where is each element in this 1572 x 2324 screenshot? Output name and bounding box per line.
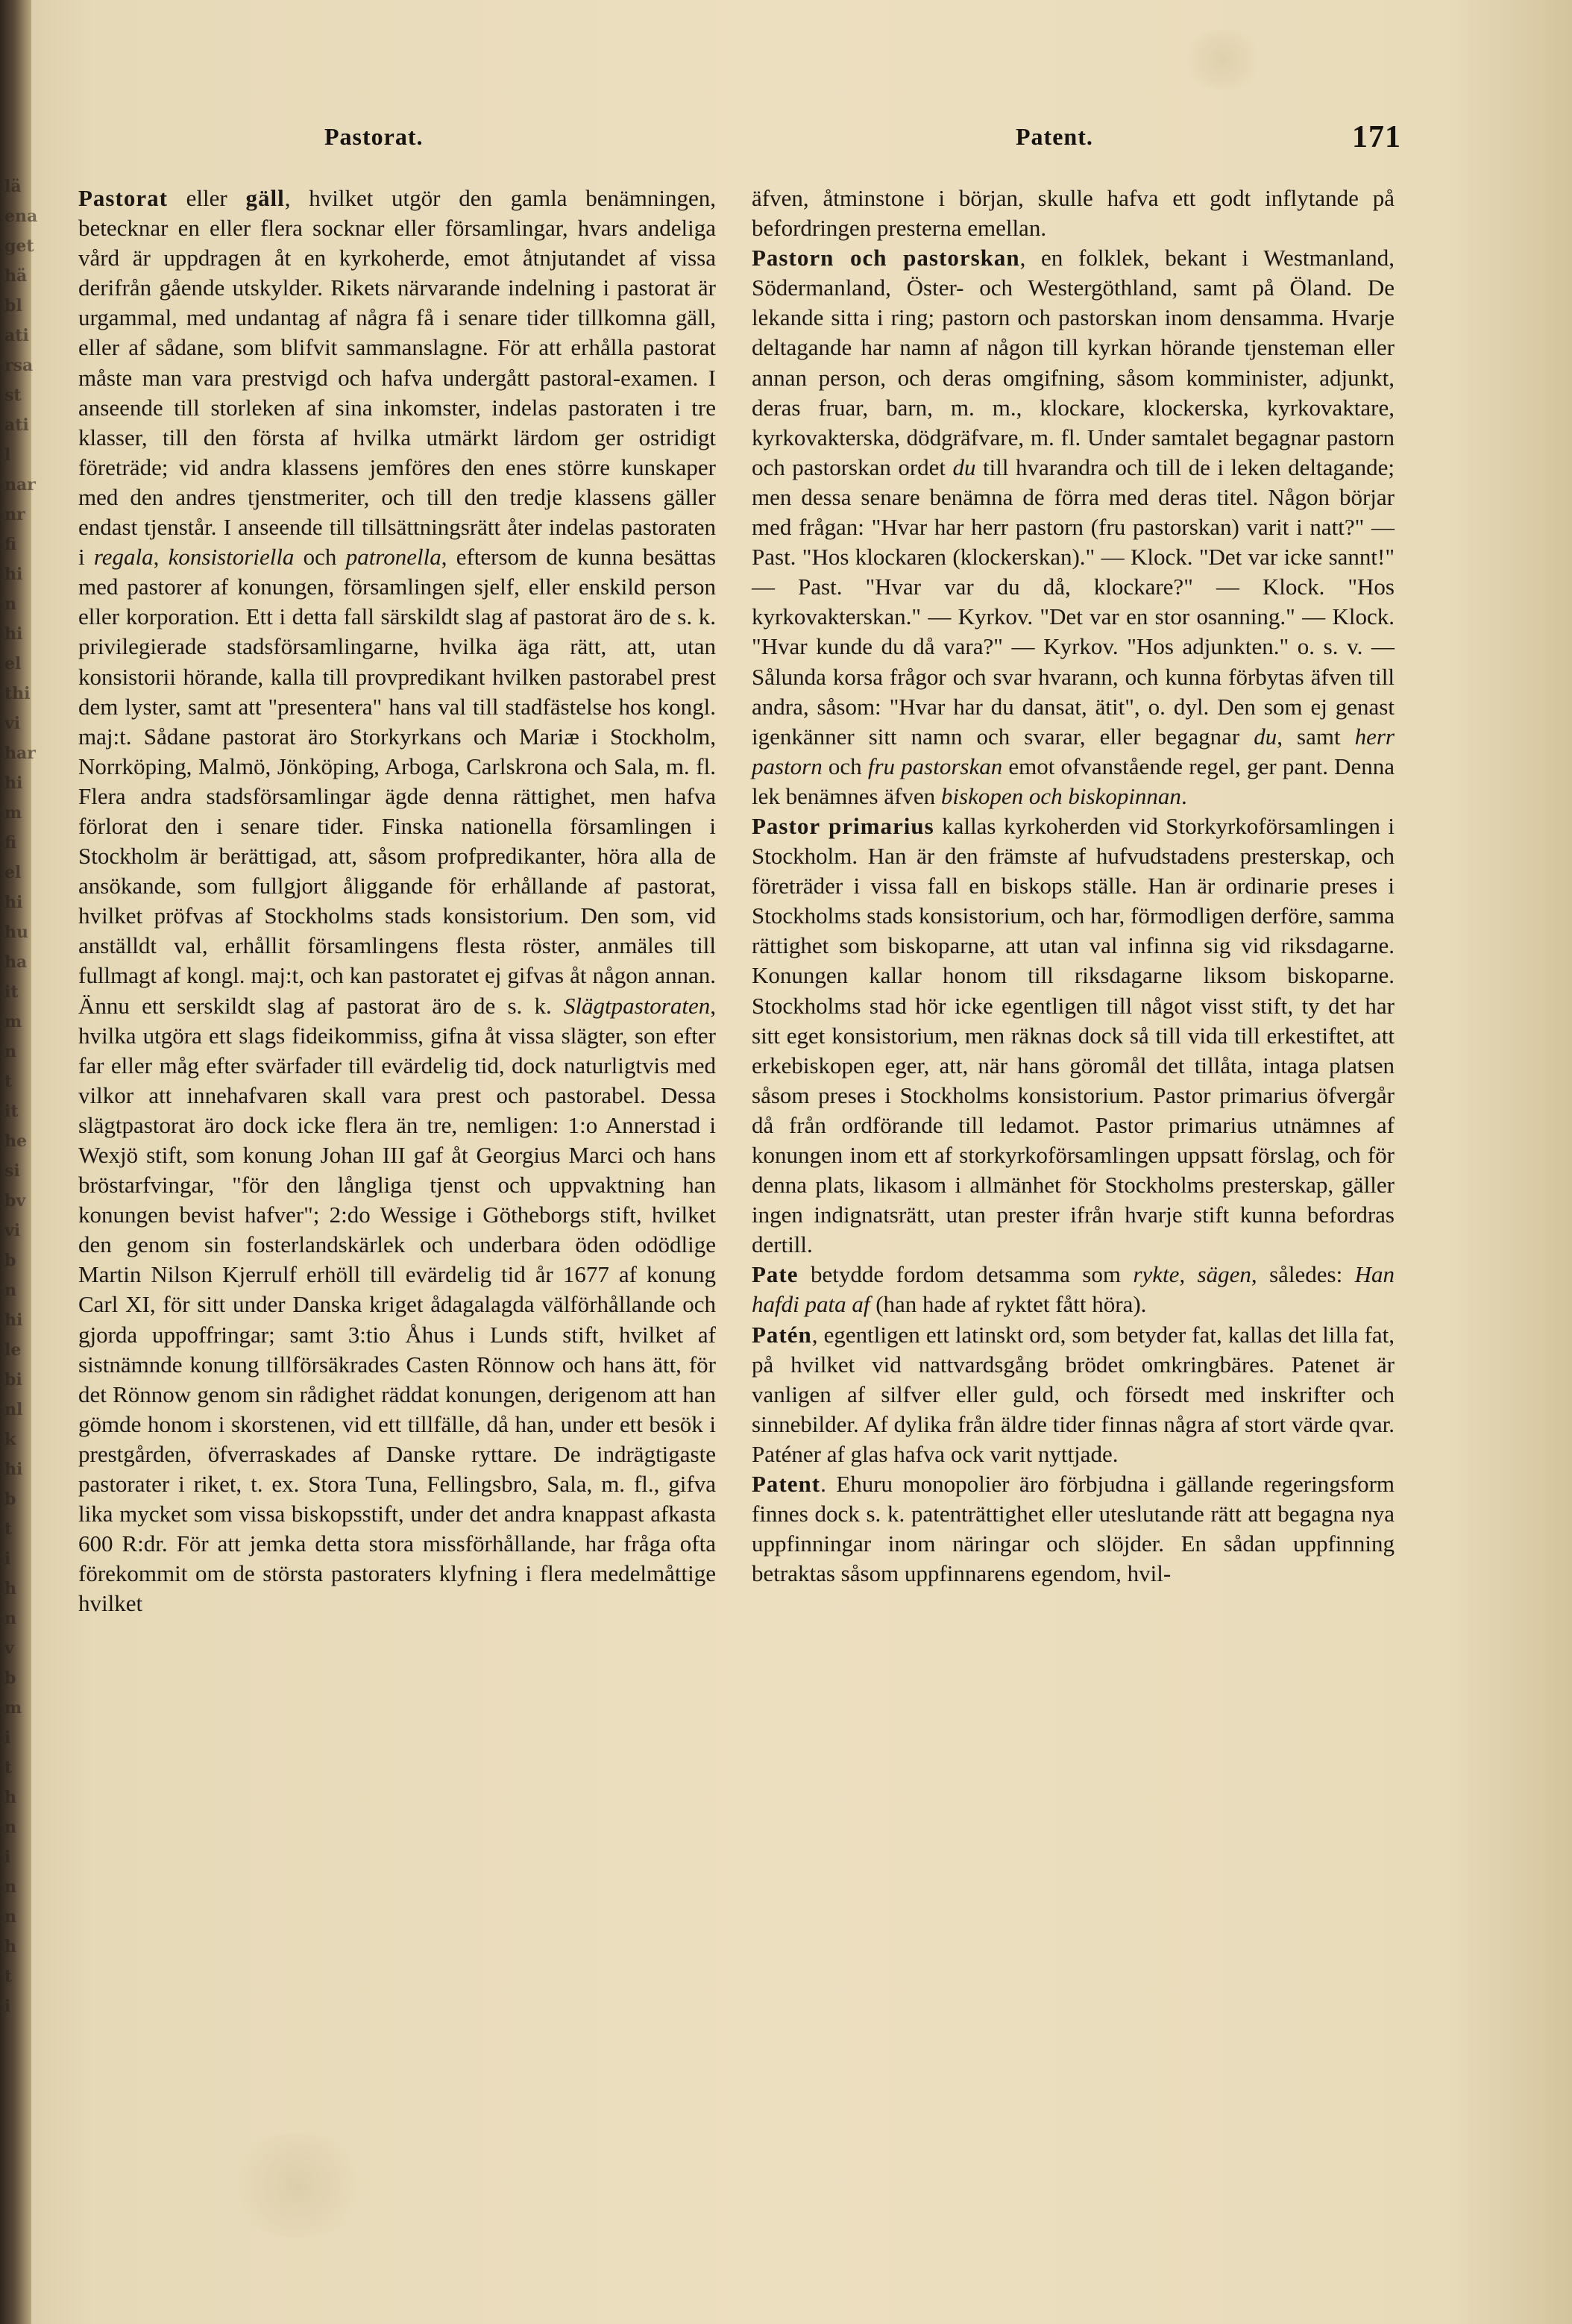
entry-pastorn-och-pastorskan: [752, 243, 1395, 811]
entry-text: kallas kyrkoherden vid Storkyrkoförsamlingen i Stockholm. Han är den främste af hufvudstadens presterskap, och företräder i vissa fall en biskops ställe. Han är ordinarie preses i Stockholms stads konsistorium, och har, förmodligen derföre, samma rättighet som biskoparne, att utan val infinna sig vid riksdagarne. Konungen kallar honom till riksdagarne liksom biskoparne. Stockholms stad hör icke egentligen till något visst stift, ty det har sitt eget konsistorium, men räknas dock så till vida till erkestiftet, att erkebiskopen eger, att, när hans göromål det tillåta, intaga platsen såsom preses i Stockholms konsistorium. Pastor primarius öfvergår då från ordförande till ledamot. Pastor primarius utnämnes af konungen inom ett af storkyrkoförsamlingen uppsatt förslag, och för denna plats, likasom i allmänhet för Stockholms presterskap, gäller ingen indignatsrätt, utan prester ifrån hvarje stift kunna befordras dertill.: [752, 812, 1395, 1258]
entry-text: , eftersom de kunna besättas med pastorer af konungen, församlingen sjelf, eller enskild person eller korporation. Ett i detta fall särskildt slag af pastorat äro de s. k. privilegierade stadsförsamlingarne, hvilka äga rätt, att, utan konsistorii hörande, kalla till provpredikant hvilken pastorabel prest dem lyster, samt att "presentera" hans val till stadfästelse hos kongl. maj:t. Sådane pastorat äro Storkyrkans och Mariæ i Stockholm, Norrköping, Malmö, Jönköping, Arboga, Carlskrona och Sala, m. fl. Flera andra stadsförsamlingar ägde denna rättighet, men hafva förlorat den i senare tider. Finska nationella församlingen i Stockholm är berättigad, att, såsom profpredikanter, höra alla de ansökande, som fullgjort åliggande för erhållande af pastorat, hvilket pröfvas af Stockholms stads konsistorium. Den som, vid anställdt val, erhållit församlingens flesta röster, anmäles till fullmagt af kongl. maj:t, och kan pastoratet ej gifvas åt någon annan. Ännu ett serskildt slag af pastorat äro de s. k.: [78, 544, 717, 1019]
italic-term: du: [952, 453, 976, 480]
headword: Patent: [752, 1471, 821, 1498]
entry-paten: [752, 1320, 1395, 1469]
continuation-text: äfven, åtminstone i början, skulle hafva ett godt inflytande på befordringen presterna emellan.: [752, 185, 1395, 242]
italic-term: biskopen och biskopinnan: [940, 782, 1181, 809]
italic-term: konsistoriella: [168, 544, 295, 571]
headword: Patén: [752, 1321, 812, 1348]
headword: gäll: [245, 185, 285, 211]
headword: Pastorat: [78, 185, 168, 211]
entry-text: , hvilka utgöra ett slags fideikommiss, gifna åt vissa slägter, son efter far eller måg efter svärfader till evärdelig tid, dock naturligtvis med vilkor att innehafvaren skall vara prest och pastorabel. Dessa slägtpastorat äro dock icke flera än tre, nemligen: 1:o Annerstad i Wexjö stift, som konung Johan III gaf åt Georgius Marci och hans bröstarfvingar, "för den långliga tjenst och uppvaktning han konungen bevist hafver"; 2:do Wessige i Götheborgs stift, hvilket den genom sin fosterlandskärlek och underbara öden odödlige Martin Nilson Kjerrulf erhöll till evärdelig tid år 1677 af konung Carl XI, för sitt under Danska kriget ådagalagda välförhållande och gjorda uppoffringar; samt 3:tio Åhus i Lunds stift, hvilket af sistnämnde konung tillförsäkrades Casten Rönnow och hans ätt, för det Rönnow genom sin rådighet räddat konungen, derigenom att han gömde honom i skorstenen, vid ett tillfälle, då han, under ett besök i prestgården, öfverraskades af Danske ryttare. De indrägtigaste pastorater i riket, t. ex. Stora Tuna, Fellingsbro, Sala, m. fl., gifva lika mycket som vissa biskopsstift, under det andra knappast afkasta 600 R:dr. För att jemka detta stora missförhållande, har fråga ofta förekommit om de största pastoraters klyfning i flera medelmåttige hvilket: [78, 992, 716, 1617]
italic-term: patronella: [345, 544, 441, 571]
italic-term: Han hafdi pata af: [752, 1261, 1395, 1318]
entry-text: betydde fordom detsamma som: [798, 1261, 1134, 1288]
entry-text: och: [294, 544, 346, 571]
running-head-left: Pastorat.: [324, 123, 424, 150]
italic-term: du: [1254, 723, 1277, 750]
headword: Pate: [752, 1261, 799, 1288]
entry-pastorat: [78, 183, 716, 1619]
italic-term: regala: [93, 544, 154, 571]
right-column: [752, 183, 1395, 1589]
paper-stain: [1178, 30, 1268, 89]
headword: Pastorn och pastorskan: [752, 245, 1020, 271]
entry-text: till hvarandra och till de i leken deltagande; men dessa senare benämna de förra med deras titel. Någon börjar med frågan: "Hvar har herr pastorn (fru pastorskan) varit i natt?" — Past. "Hos klockaren (klockerskan)." — Klock. "Det var icke sannt!" — Past. "Hvar var du då, klockare?" — Klock. "Hos kyrkovakterskan." — Kyrkov. "Det var en stor osanning." — Klock. "Hvar kunde du då vara?" — Kyrkov. "Hos adjunkten." o. s. v. — Sålunda korsa frågor och svar hvarann, och kunna förbytas äfven till andra, såsom: "Hvar har du dansat, ätit", o. dyl. Den som ej genast igenkänner sitt namn och svarar, eller begagnar: [752, 453, 1395, 750]
italic-term: fru pastorskan: [867, 753, 1003, 779]
entry-text: (han hade af ryktet fått höra).: [870, 1291, 1147, 1318]
entry-text: , således:: [1251, 1261, 1355, 1288]
left-column: [78, 183, 716, 1619]
entry-pate: [752, 1260, 1395, 1319]
entry-text: , egentligen ett latinskt ord, som betyder fat, kallas det lilla fat, på hvilket vid nattvardsgång brödet omkringbäres. Patenet är vanligen af silfver eller guld, och försedt med inskrifter och sinnebilder. Af dylika från äldre tider finnas några af stort värde qvar. Paténer af glas hafva ock varit nyttjade.: [752, 1321, 1395, 1467]
entry-patent: [752, 1469, 1395, 1589]
entry-text: emot ofvanstående regel, ger pant. Denna lek benämnes äfven: [752, 753, 1395, 809]
running-head-right: Patent.: [1016, 123, 1093, 150]
entry-text: och: [822, 753, 868, 779]
headword: Pastor primarius: [752, 812, 934, 839]
entry-text: eller: [167, 185, 246, 211]
entry-text: , en folklek, bekant i Westmanland, Södermanland, Öster- och Westergöthland, samt på Öland. De lekande sitta i ring; pastorn och pastorskan inom densamma. Hvarje deltagande har namn af någon till kyrkan hörande tjensteman eller annan person, och deras omgifning, såsom komminister, adjunkt, deras fruar, barn, m. m., klockare, klockerska, kyrkovaktare, kyrkovakterska, dödgräfvare, m. fl. Under samtalet begagnar pastorn och pastorskan ordet: [752, 245, 1395, 480]
entry-text: . Ehuru monopolier äro förbjudna i gällande regeringsform finnes dock s. k. patenträttighet eller uteslutande rätt att begagna nya uppfinningar inom näringar och slöjder. En sådan uppfinning betraktas såsom uppfinnarens egendom, hvil-: [752, 1471, 1395, 1587]
italic-term: herr pastorn: [752, 723, 1395, 779]
facing-page-bleed: lä ena get hä bl ati rsa st ati l nar nr fi hi n hi el thi vi har hi m fi el hi hu ha it m n t it he si bv vi b n hi le bi nl k hi b t i h n v b m i t h n i n n h t i: [4, 177, 38, 2016]
entry-pastor-primarius: [752, 811, 1395, 1260]
italic-term: rykte, sägen: [1133, 1261, 1251, 1288]
page-number: 171: [1352, 120, 1401, 154]
entry-text: ,: [153, 544, 169, 571]
entry-text: , samt: [1277, 723, 1355, 750]
entry-text: , hvilket utgör den gamla benämningen, betecknar en eller flera socknar eller församlingar, hvars andeliga vård är uppdragen åt en kyrkoherde, emot åtnjutandet af vissa derifrån gående utskylder. Rikets närvarande indelning i pastorat är urgammal, med undantag af några få i senare tider tillkomna gäll, eller af sådane, som blifvit sammanslagne. För att erhålla pastorat måste man vara prestvigd och hafva undergått pastoral-examen. I anseende till storleken af sina inkomster, indelas pastoraten i tre klasser, till den första af hvilka utmärkt lärdom ger ostridigt företräde; vid andra klassens jemföres den enes större kunskaper med den andres tjenstmeriter, och till den tredje klassens gäller endast tjenstår. I anseende till tillsättningsrätt åter indelas pastoraten i: [78, 185, 716, 571]
paper-stain: [224, 2133, 373, 2237]
entry-text: .: [1180, 782, 1187, 809]
italic-term: Slägtpastoraten: [563, 992, 711, 1019]
